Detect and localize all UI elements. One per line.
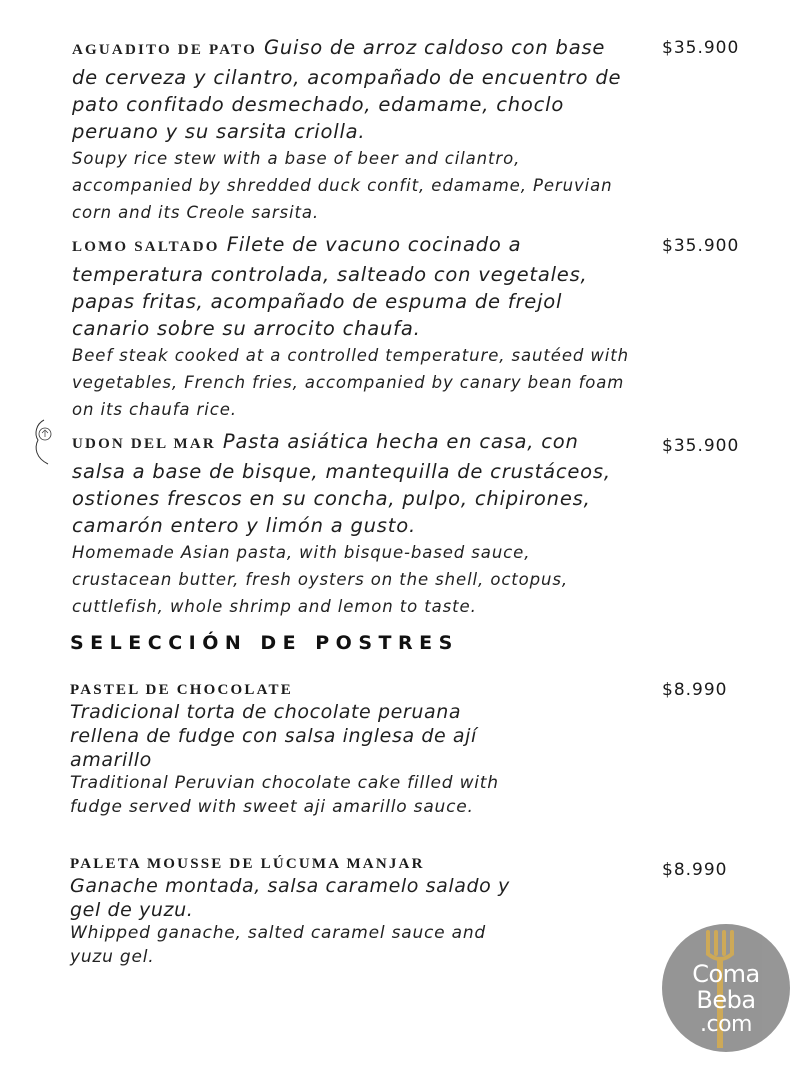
dish-name: LOMO SALTADO [72, 239, 220, 255]
dish-price: $8.990 [662, 860, 728, 880]
dish-description-es: Ganache montada, salsa caramelo salado y gel de yuzu. [70, 875, 510, 921]
dish-description-en: Soupy rice stew with a base of beer and cilantro, accompanied by shredded duck confit, edamame, Peruvian corn and its Creole sarsita. [72, 149, 613, 222]
dish-description-en: Beef steak cooked at a controlled temperature, sautéed with vegetables, French fries, accompanied by canary bean foam on its chaufa rice. [72, 346, 630, 419]
dish-name: AGUADITO DE PATO [72, 42, 257, 58]
dish-description-es: Filete de vacuno cocinado a temperatura controlada, salteado con vegetales, papas fritas, acompañado de espuma de frejol canario sobre su arrocito chaufa. [72, 233, 588, 340]
dish-description-es: Tradicional torta de chocolate peruana rellena de fudge con salsa inglesa de ají amarillo [70, 701, 477, 771]
menu-item-aguadito-de-pato [72, 34, 632, 226]
dish-name: UDON DEL MAR [72, 436, 216, 452]
dish-name: PASTEL DE CHOCOLATE [70, 682, 293, 698]
dish-price: $8.990 [662, 680, 728, 700]
dish-description-en: Traditional Peruvian chocolate cake filled with fudge served with sweet aji amarillo sauce. [70, 773, 499, 817]
menu-item-pastel-de-chocolate [70, 680, 510, 819]
section-title-desserts: SELECCIÓN DE POSTRES [70, 632, 459, 654]
menu-item-paleta-mousse [70, 854, 530, 969]
watermark-text-line1: Coma [692, 960, 760, 988]
dish-price: $35.900 [662, 38, 740, 58]
dish-description-en: Whipped ganache, salted caramel sauce and yuzu gel. [70, 923, 487, 967]
margin-monogram-icon [30, 418, 58, 468]
dish-name: PALETA MOUSSE DE LÚCUMA MANJAR [70, 856, 425, 872]
watermark-text-line3: .com [700, 1012, 752, 1037]
dish-description-es: Pasta asiática hecha en casa, con salsa a base de bisque, mantequilla de crustáceos, ostiones frescos en su concha, pulpo, chipirones, camarón entero y limón a gusto. [72, 430, 611, 537]
dish-price: $35.900 [662, 236, 740, 256]
dish-description-en: Homemade Asian pasta, with bisque-based sauce, crustacean butter, fresh oysters on the shell, octopus, cuttlefish, whole shrimp and lemon to taste. [72, 543, 569, 616]
menu-item-udon-del-mar [72, 428, 632, 620]
dish-price: $35.900 [662, 436, 740, 456]
dish-description-es: Guiso de arroz caldoso con base de cerveza y cilantro, acompañado de encuentro de pato confitado desmechado, edamame, choclo peruano y su sarsita criolla. [72, 36, 622, 143]
watermark-text-line2: Beba [696, 986, 756, 1014]
menu-item-lomo-saltado [72, 231, 632, 423]
comabeba-watermark-logo [662, 924, 790, 1052]
